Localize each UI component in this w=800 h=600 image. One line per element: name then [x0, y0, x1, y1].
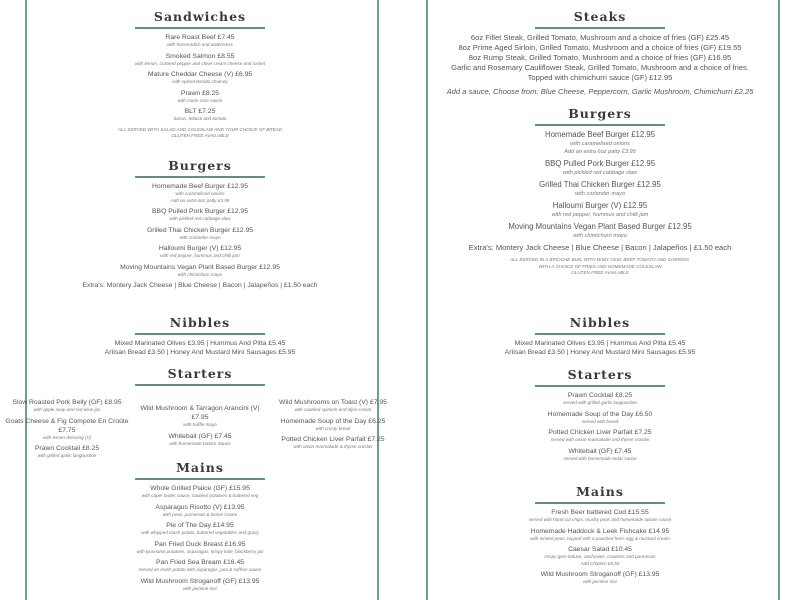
menu-item	[138, 404, 263, 429]
item-description: with grilled garlic langoustine	[37, 453, 97, 458]
section-title: Starters	[567, 367, 633, 382]
note-line: GLUTEN FREE AVAILABLE	[171, 133, 229, 138]
section-title: Nibbles	[169, 315, 231, 330]
menu-item	[0, 182, 400, 204]
item-name: Pie of The Day £14.95	[166, 522, 234, 529]
section-title: Steaks	[573, 9, 627, 24]
menu-item	[400, 159, 800, 177]
menu-item	[0, 89, 400, 105]
menu-item	[0, 226, 400, 242]
section-sandwiches	[0, 9, 400, 140]
item-description: with peas, parmesan & lemon cream	[162, 511, 238, 517]
item-description: with caramelised onions	[175, 191, 225, 196]
item-name: Wild Mushroom Stroganoff (GF) £13.95	[540, 571, 660, 578]
item-description: with whipped mash potato, buttered vegetables and gravy	[141, 530, 259, 535]
section-starters	[0, 366, 400, 463]
note-line: GLUTEN FREE AVAILABLE	[571, 270, 629, 275]
starters-columns	[0, 398, 400, 463]
section-divider	[535, 124, 665, 126]
menu-item	[400, 201, 800, 219]
note-line: ALL SERVED IN A BRIOCHE BUN, WITH BABY GEM, BEEF TOMATO AND GHERKIN.	[510, 257, 690, 262]
item-name: Halloumi Burger (V) £12.95	[158, 245, 242, 252]
item-name: Pan Fried Sea Bream £16.45	[155, 559, 245, 566]
section-notes	[400, 257, 800, 277]
section-divider	[535, 27, 665, 29]
section-divider	[135, 333, 265, 335]
section-title: Burgers	[568, 106, 632, 121]
item-description: with pickled red cabbage slaw	[562, 170, 638, 176]
menu-item	[0, 263, 400, 279]
section-divider	[535, 502, 665, 504]
item-description: bacon, lettuce and tomato	[173, 116, 227, 121]
item-name: BBQ Pulled Pork Burger £12.95	[152, 208, 248, 215]
section-mains	[400, 484, 800, 589]
section-divider	[135, 27, 265, 29]
menu-item	[400, 410, 800, 426]
menu-line: Mixed Marinated Olives £3.95 | Hummus And Pitta £5.45	[114, 340, 286, 347]
menu-item	[400, 447, 800, 463]
menu-item	[0, 577, 400, 593]
menu-item	[0, 207, 400, 223]
item-name: Prawn £8.25	[180, 89, 220, 97]
menu-item	[5, 398, 130, 414]
item-description: served with homemade tartar sauce	[563, 455, 637, 461]
item-description: served with grilled garlic langoustine	[563, 400, 637, 405]
menu-item	[400, 130, 800, 156]
item-name: Wild Mushroom Stroganoff (GF) £13.95	[140, 577, 260, 585]
section-steaks	[400, 9, 800, 97]
item-name: Moving Mountains Vegan Plant Based Burger £12.95	[508, 222, 692, 231]
item-description: with sautéed spinach and dijon cream	[294, 407, 372, 412]
menu-panel-bottom-left	[0, 300, 400, 600]
item-name: BLT £7.25	[184, 108, 216, 115]
item-name: Pan Fried Duck Breast £16.95	[154, 540, 246, 548]
item-description: served with hand cut chips, mushy peas and homemade tartare sauce	[528, 517, 672, 522]
item-name: Homemade Beef Burger £12.95	[544, 130, 656, 139]
item-name: Wild Mushroom & Tarragon Arancini (V) £7.95	[140, 405, 260, 421]
item-description: served on mash potato with asparagus, pea & saffron sauce	[138, 567, 262, 572]
starters-column	[271, 398, 396, 463]
item-name: Homemade Beef Burger £12.95	[152, 183, 248, 190]
item-name: Homemade Haddock & Leek Fishcake £14.95	[530, 527, 670, 535]
item-description: served with onion marmalade and thyme crostini	[550, 437, 650, 442]
menu-item	[400, 391, 800, 407]
menu-item	[400, 180, 800, 198]
menu-item	[0, 33, 400, 49]
section-title: Nibbles	[569, 315, 631, 330]
menu-line: 8oz Prime Aged Sirloin, Grilled Tomato, Mushroom and a choice of fries (GF) £19.55	[458, 43, 742, 52]
item-description: with coriander mayo	[574, 191, 626, 197]
section-title: Mains	[576, 484, 624, 499]
item-name: Homemade Soup of the Day £6.50	[547, 410, 653, 418]
item-description: with chimichurri mayo	[177, 271, 223, 277]
item-name: Rare Roast Beef £7.45	[165, 34, 235, 41]
note-line: WITH A CHOICE OF FRIES AND HOMEMADE COLESLAW	[538, 263, 662, 269]
menu-item	[400, 527, 800, 543]
menu-item	[0, 558, 400, 574]
item-description: with caper butter sauce, sautéed potatoes & buttered veg	[141, 493, 259, 498]
menu-item	[5, 417, 130, 442]
item-description: with marie rose sauce	[177, 97, 223, 103]
menu-item	[138, 432, 263, 448]
menu-item	[271, 398, 396, 414]
item-description: with apple soup and red wine jus	[33, 407, 101, 412]
item-description: with red pepper, hummus and chilli jam	[551, 212, 649, 218]
menu-item	[0, 244, 400, 260]
item-description: with pickled red cabbage slaw	[169, 216, 231, 221]
item-description: with caramelised onions	[570, 141, 630, 147]
item-name: Potted Chicken Liver Parfait £7.25	[548, 429, 652, 436]
menu-line: Artisan Bread £3.50 | Honey And Mustard Mini Sausages £5.95	[504, 349, 696, 356]
item-name: Homemade Soup of the Day £6.25	[280, 417, 386, 425]
section-title: Burgers	[168, 158, 232, 173]
menu-item	[400, 570, 800, 586]
item-description: Add an extra 6oz patty £3.95	[170, 197, 230, 203]
section-divider	[135, 176, 265, 178]
menu-line: Topped with chimichurri sauce (GF) £12.95	[527, 73, 673, 82]
menu-line: 6oz Fillet Steak, Grilled Tomato, Mushroom and a choice of fries (GF) £25.45	[470, 33, 730, 42]
item-name: Caesar Salad £10.45	[568, 546, 632, 553]
item-description: with lemon, cracked pepper and chive cream cheese and rocket	[135, 60, 265, 66]
item-description: crispy gem lettuce, anchovies, croutons and parmesan	[544, 554, 656, 559]
item-description: with jasmine rice	[583, 579, 617, 584]
section-mains	[0, 460, 400, 595]
item-name: Halloumi Burger (V) £12.95	[552, 201, 648, 210]
section-title: Mains	[176, 460, 224, 475]
item-description: with crusty bread	[315, 425, 351, 431]
menu-line: 8oz Rump Steak, Grilled Tomato, Mushroom and a choice of fries (GF) £16.95	[468, 53, 732, 62]
menu-item	[0, 52, 400, 68]
section-divider	[535, 385, 665, 387]
section-nibbles	[0, 315, 400, 357]
item-description: Add an extra 6oz patty £3.95	[564, 149, 636, 155]
menu-item	[0, 540, 400, 556]
item-description: with coriander mayo	[179, 234, 221, 240]
item-name: Grilled Thai Chicken Burger £12.95	[539, 180, 661, 189]
menu-item	[400, 545, 800, 567]
item-name: BBQ Pulled Pork Burger £12.95	[544, 159, 656, 168]
menu-item	[0, 484, 400, 500]
item-name: Fresh Beer battered Cod £15.55	[551, 509, 649, 516]
section-burgers	[0, 158, 400, 290]
menu-panel-top-right	[400, 0, 800, 300]
note-line: ALL SERVED WITH SALAD AND COLESLAW AND YOUR CHOICE OF BREAD	[117, 126, 283, 132]
extras-line: Extra's: Montery Jack Cheese | Blue Cheese | Bacon | Jalapeños | £1.50 each	[82, 282, 318, 289]
menu-item	[271, 435, 396, 451]
section-notes	[0, 127, 400, 140]
menu-item	[400, 428, 800, 444]
item-description: with lyonnaise potatoes, asparagus, krispy kale, blackberry jus	[136, 548, 264, 554]
item-name: Asparagus Risotto (V) £13.95	[155, 503, 245, 511]
menu-item	[0, 70, 400, 86]
menu-item	[0, 521, 400, 537]
menu-item	[400, 222, 800, 240]
section-divider	[535, 333, 665, 335]
sauce-note: Add a sauce, Choose from: Blue Cheese, Peppercorn, Garlic Mushroom, Chimichurri £2.25	[446, 87, 754, 96]
section-title: Sandwiches	[153, 9, 247, 24]
item-description: with chimichurri mayo	[573, 233, 627, 239]
section-divider	[135, 478, 265, 480]
menu-item	[0, 503, 400, 519]
menu-panel-top-left	[0, 0, 400, 300]
menu-item	[0, 107, 400, 123]
item-name: Whitebait (GF) £7.45	[168, 432, 232, 440]
item-name: Whitebait (GF) £7.45	[568, 447, 632, 455]
section-starters	[400, 367, 800, 465]
section-divider	[135, 384, 265, 386]
item-description: with minted peas, topped with a poached hens egg & mustard cream	[530, 535, 670, 541]
section-title: Starters	[167, 366, 233, 381]
menu-panel-bottom-right	[400, 300, 800, 600]
menu-line: Mixed Marinated Olives £3.95 | Hummus And Pitta £5.45	[514, 340, 686, 347]
extras-line: Extra's: Montery Jack Cheese | Blue Cheese | Bacon | Jalapeños | £1.50 each	[468, 243, 732, 252]
item-description: with onion marmalade & thyme crostini	[293, 444, 373, 449]
item-name: Wild Mushrooms on Toast (V) £7.95	[279, 399, 387, 406]
item-description: with horseradish and watercress	[167, 42, 233, 47]
starters-column	[138, 404, 263, 463]
item-name: Slow Roasted Pork Belly (GF) £8.95	[12, 399, 122, 406]
item-description: served with bread	[581, 418, 619, 424]
section-nibbles	[400, 315, 800, 357]
item-name: Moving Mountains Vegan Plant Based Burger £12.95	[120, 263, 280, 271]
item-name: Grilled Thai Chicken Burger £12.95	[146, 226, 254, 234]
item-description: with homemade tartare Sauce	[169, 440, 231, 446]
menu-line: Artisan Bread £3.50 | Honey And Mustard Mini Sausages £5.95	[104, 349, 296, 356]
item-name: Potted Chicken Liver Parfait £7.25	[281, 436, 385, 443]
item-description: Add Chicken £5.50	[580, 560, 620, 566]
menu-item	[400, 508, 800, 524]
item-name: Prawn Cocktail £8.25	[34, 445, 100, 452]
item-name: Smoked Salmon £8.55	[165, 52, 235, 60]
section-burgers	[400, 106, 800, 277]
item-description: with spiced tomato chutney	[172, 79, 228, 84]
item-name: Prawn Cocktail £8.25	[567, 392, 633, 399]
menu-item	[5, 444, 130, 460]
menu-line: Garlic and Rosemary Cauliflower Steak, Grilled Tomato, Mushroom and a choice of fries.	[451, 63, 749, 72]
menu-item	[271, 417, 396, 433]
starters-column	[5, 398, 130, 463]
item-name: Goats Cheese & Fig Compote En Croûte £7.75	[5, 417, 129, 434]
item-description: with truffle mayo	[183, 422, 217, 427]
item-description: with red pepper, hummus and chilli jam	[160, 253, 240, 258]
item-name: Mature Cheddar Cheese (V) £6.95	[147, 71, 253, 78]
item-description: with lemon dressing (V)	[43, 434, 91, 440]
item-name: Whole Grilled Plaice (GF) £15.95	[150, 485, 250, 492]
item-description: with jasmine rice	[183, 585, 217, 591]
